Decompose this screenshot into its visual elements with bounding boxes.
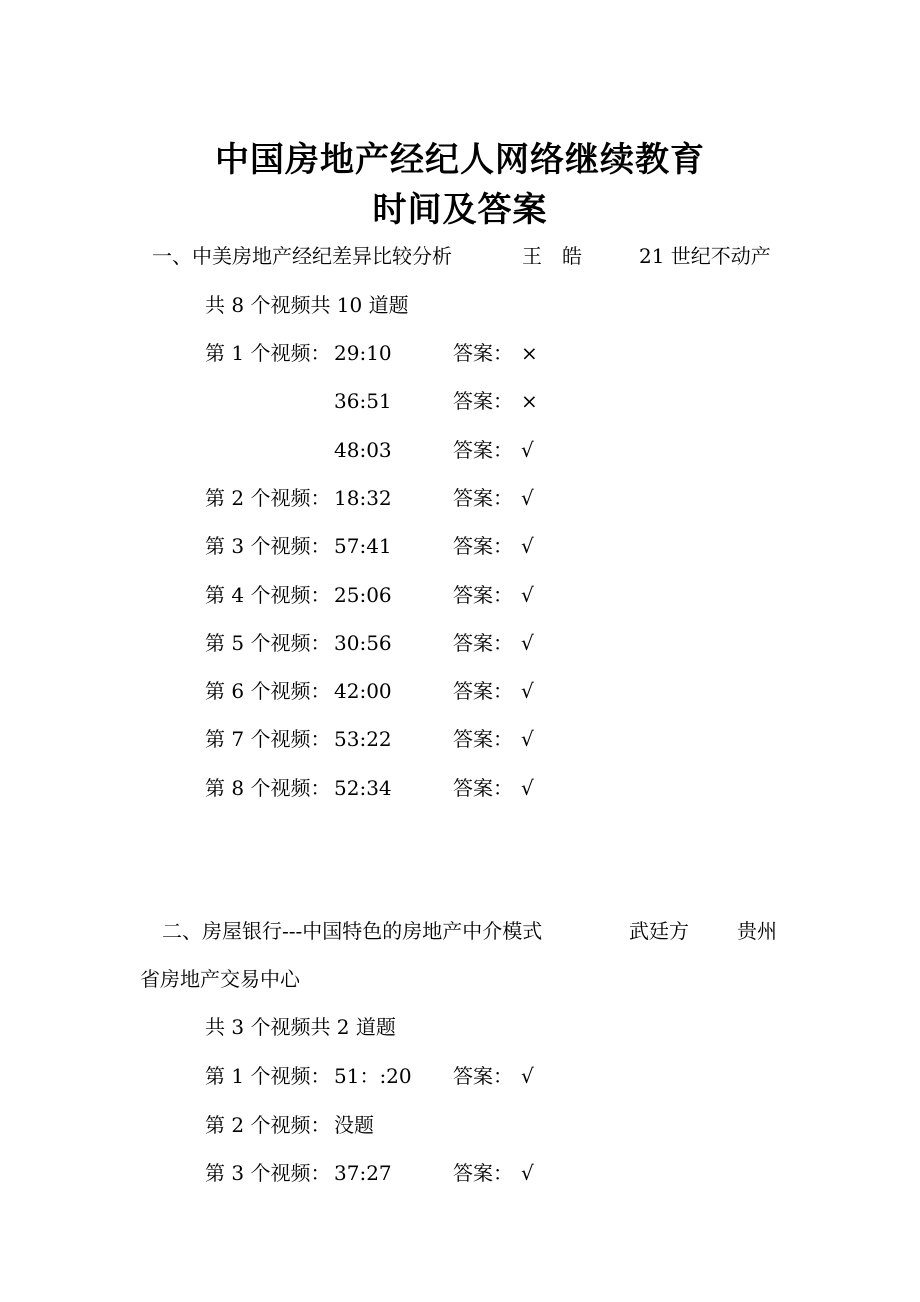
answer-mark: √ xyxy=(521,727,534,752)
section2-speaker: 武廷方 xyxy=(629,919,689,943)
answer-label: 答案： xyxy=(453,485,513,510)
answer-row xyxy=(0,437,920,463)
answer-row xyxy=(0,582,920,608)
answer-mark: √ xyxy=(521,1064,534,1088)
video-time: 48:03 xyxy=(334,437,392,462)
video-label: 第 1 个视频： xyxy=(205,1064,331,1088)
answer-row xyxy=(0,1160,920,1186)
answer-mark: √ xyxy=(521,437,534,462)
answer-mark: × xyxy=(521,389,538,414)
answer-row xyxy=(0,1063,920,1089)
answer-mark: √ xyxy=(521,485,534,510)
answer-label: 答案： xyxy=(453,534,513,559)
video-time: 没题 xyxy=(334,1112,374,1137)
section1-org: 21 世纪不动产 xyxy=(639,244,771,268)
video-label: 第 3 个视频： xyxy=(205,1161,331,1185)
video-label: 第 7 个视频： xyxy=(205,727,331,752)
section2-org-part1: 贵州 xyxy=(737,919,777,943)
video-time: 57:41 xyxy=(334,534,392,559)
video-time: 30:56 xyxy=(334,630,392,655)
video-label: 第 4 个视频： xyxy=(205,582,331,607)
answer-row xyxy=(0,726,920,752)
video-time: 18:32 xyxy=(334,485,392,510)
answer-mark: √ xyxy=(521,630,534,655)
answer-row xyxy=(0,630,920,656)
answer-label: 答案： xyxy=(453,1064,513,1088)
section1-heading: 一、中美房地产经纪差异比较分析 xyxy=(152,244,452,268)
video-label: 第 2 个视频： xyxy=(205,1112,331,1137)
answer-label: 答案： xyxy=(453,727,513,752)
video-time: 51：:20 xyxy=(334,1064,412,1088)
answer-label: 答案： xyxy=(453,1161,513,1185)
video-time: 42:00 xyxy=(334,679,392,704)
video-label: 第 1 个视频： xyxy=(205,341,331,365)
answer-label: 答案： xyxy=(453,630,513,655)
video-label: 第 8 个视频： xyxy=(205,775,331,800)
answer-row xyxy=(0,678,920,704)
answer-label: 答案： xyxy=(453,679,513,704)
answer-label: 答案： xyxy=(453,775,513,800)
answer-mark: √ xyxy=(521,534,534,559)
section1-speaker: 王 皓 xyxy=(522,244,582,268)
video-label: 第 2 个视频： xyxy=(205,485,331,510)
video-time: 53:22 xyxy=(334,727,392,752)
answer-label: 答案： xyxy=(453,582,513,607)
answer-mark: √ xyxy=(521,582,534,607)
video-label: 第 6 个视频： xyxy=(205,679,331,704)
section1-summary: 共 8 个视频共 10 道题 xyxy=(205,293,409,317)
answer-row xyxy=(0,340,920,366)
answer-mark: √ xyxy=(521,1161,534,1185)
answer-mark: √ xyxy=(521,679,534,704)
video-time: 37:27 xyxy=(334,1161,392,1185)
answer-label: 答案： xyxy=(453,437,513,462)
answer-label: 答案： xyxy=(453,341,513,365)
answer-row xyxy=(0,1112,920,1138)
answer-row xyxy=(0,775,920,801)
video-label: 第 3 个视频： xyxy=(205,534,331,559)
document-title-line1: 中国房地产经纪人网络继续教育 xyxy=(215,140,705,180)
video-time: 36:51 xyxy=(334,389,392,414)
section2-org-part2: 省房地产交易中心 xyxy=(140,967,300,991)
answer-row xyxy=(0,533,920,559)
video-label: 第 5 个视频： xyxy=(205,630,331,655)
section2-heading: 二、房屋银行---中国特色的房地产中介模式 xyxy=(162,919,543,943)
document-title-line2: 时间及答案 xyxy=(372,190,548,230)
answer-label: 答案： xyxy=(453,389,513,414)
video-time: 25:06 xyxy=(334,582,392,607)
answer-mark: × xyxy=(521,341,538,365)
video-time: 52:34 xyxy=(334,775,392,800)
answer-row xyxy=(0,388,920,414)
section2-summary: 共 3 个视频共 2 道题 xyxy=(205,1015,396,1039)
answer-mark: √ xyxy=(521,775,534,800)
video-time: 29:10 xyxy=(334,341,392,365)
answer-row xyxy=(0,485,920,511)
